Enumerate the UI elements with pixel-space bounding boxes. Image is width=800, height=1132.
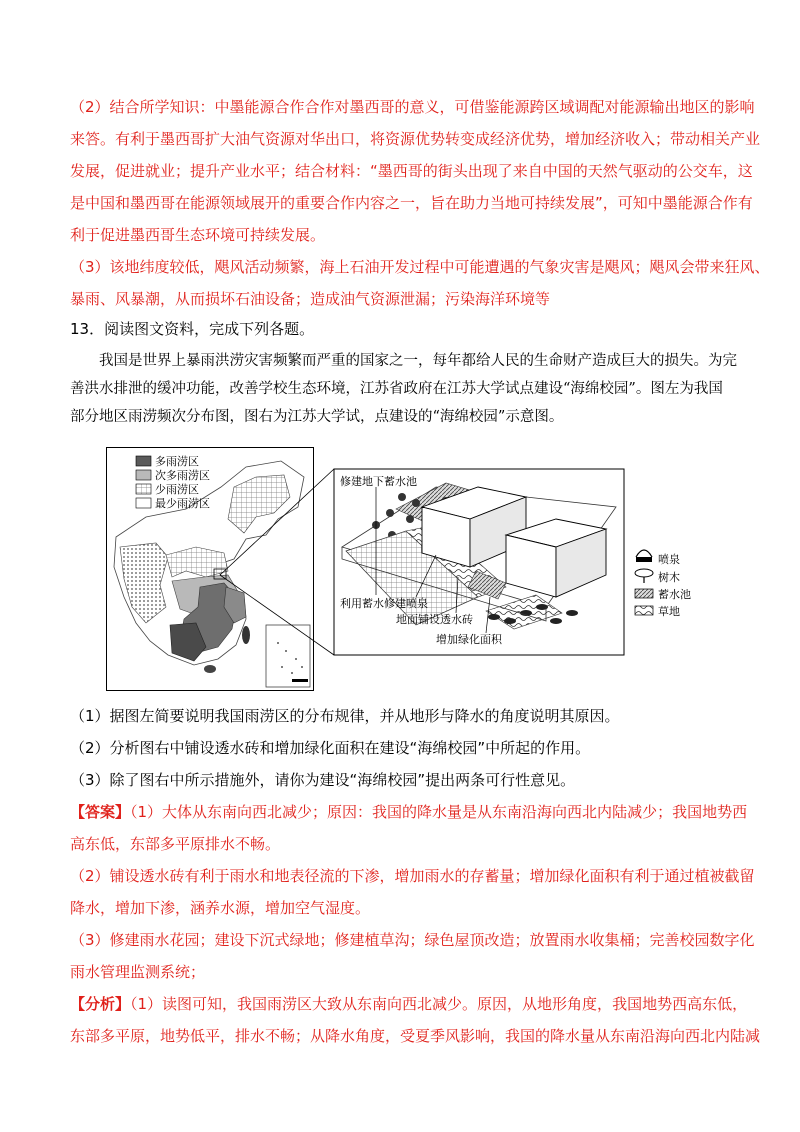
legend-swatch-most (136, 456, 151, 466)
question-item: （2）分析图右中铺设透水砖和增加绿化面积在建设“海绵校园”中所起的作用。 (70, 739, 591, 757)
analysis-line: 东部多平原，地势低平，排水不畅；从降水角度，受夏季风影响，我国的降水量从东南沿海向西北内陆减 (70, 1027, 761, 1045)
answer-line: （2）铺设透水砖有利于雨水和地表径流的下渗，增加雨水的存蓄量；增加绿化面积有利于通过植被截留 (70, 867, 755, 885)
intro-paragraph-line: 我国是世界上暴雨洪涝灾害频繁而严重的国家之一，每年都给人民的生命财产造成巨大的损失。为完 (70, 353, 737, 369)
answer-line: （3）修建雨水花园；建设下沉式绿地；修建植草沟；绿色屋顶改造；放置雨水收集桶；完善校园数字化 (70, 931, 755, 949)
answer-tag: 【答案】 (70, 803, 131, 821)
question-item: （3）除了图右中所示措施外，请你为建设“海绵校园”提出两条可行性意见。 (70, 771, 576, 789)
legend-swatch-least (136, 498, 151, 508)
answer-line-text: （1）大体从东南向西北减少；原因：我国的降水量是从东南沿海向西北内陆减少；我国地势西 (130, 803, 748, 821)
answer-paragraph-line: 是中国和墨西哥在能源领域展开的重要合作内容之一，旨在助力当地可持续发展”，可知中墨能源合作有 (70, 194, 753, 212)
answer-paragraph-line: 利于促进墨西哥生态环境可持续发展。 (70, 226, 326, 244)
analysis-tag: 【分析】 (70, 995, 131, 1013)
answer-line: 降水，增加下渗，涵养水源，增加空气湿度。 (70, 899, 371, 917)
figure (106, 447, 704, 691)
answer-paragraph-line: （2）结合所学知识：中墨能源合作合作对墨西哥的意义，可借鉴能源跨区域调配对能源输出地区的影响 (70, 98, 755, 116)
legend-fountain: 喷泉 (658, 553, 680, 566)
legend-swatch-less (136, 484, 151, 494)
tree-icon (635, 569, 653, 583)
fountain-icon (636, 550, 652, 562)
answer-line: 雨水管理监测系统； (70, 963, 206, 981)
answer-paragraph-line: （3）该地纬度较低，飓风活动频繁，海上石油开发过程中可能遭遇的气象灾害是飓风；飓风会带来狂风、 (70, 258, 770, 276)
label-green-area: 增加绿化面积 (436, 633, 502, 646)
grassland-icon (635, 606, 653, 615)
rain-flood-map (107, 448, 314, 691)
map-legend-most: 多雨涝区 (155, 455, 199, 468)
intro-paragraph-line: 善洪水排泄的缓冲功能，改善学校生态环境，江苏省政府在江苏大学试点建设“海绵校园”。图左为我国 (70, 381, 723, 397)
analysis-first-line (70, 993, 748, 1015)
answer-first-line (70, 801, 748, 823)
question-heading: 13．阅读图文资料，完成下列各题。 (70, 320, 315, 338)
answer-paragraph-line: 来答。有利于墨西哥扩大油气资源对华出口，将资源优势转变成经济优势，增加经济收入；带动相关产业 (70, 130, 761, 148)
campus-legend (635, 550, 691, 618)
intro-paragraph-line: 部分地区雨涝频次分布图，图右为江苏大学试，点建设的“海绵校园”示意图。 (70, 409, 564, 425)
label-rain-garden: 利用蓄水修建喷泉 (340, 597, 428, 610)
question-item: （1）据图左简要说明我国雨涝区的分布规律，并从地形与降水的角度说明其原因。 (70, 707, 620, 725)
map-legend-less: 少雨涝区 (155, 483, 199, 496)
map-legend-least: 最少雨涝区 (155, 497, 210, 510)
legend-tree: 树木 (658, 571, 680, 584)
answer-paragraph-line: 发展，促进就业；提升产业水平；结合材料：“墨西哥的街头出现了来自中国的天然气驱动的公交车，这 (70, 162, 753, 180)
answer-paragraph-line: 暴雨、风暴潮，从而损坏石油设备；造成油气资源泄漏；污染海洋环境等 (70, 290, 551, 308)
legend-swatch-second (136, 470, 151, 480)
analysis-line-text: （1）读图可知，我国雨涝区大致从东南向西北减少。原因，从地形角度，我国地势西高东低， (130, 995, 748, 1013)
sponge-campus-diagram (334, 469, 624, 655)
answer-line: 高东低，东部多平原排水不畅。 (70, 835, 281, 853)
label-permeable-brick: 地面铺设透水砖 (396, 613, 473, 626)
legend-grassland: 草地 (658, 605, 680, 618)
map-legend-second: 次多雨涝区 (155, 469, 210, 482)
label-underground-pool: 修建地下蓄水池 (340, 475, 417, 488)
legend-reservoir: 蓄水池 (658, 588, 691, 601)
reservoir-icon (635, 589, 653, 598)
